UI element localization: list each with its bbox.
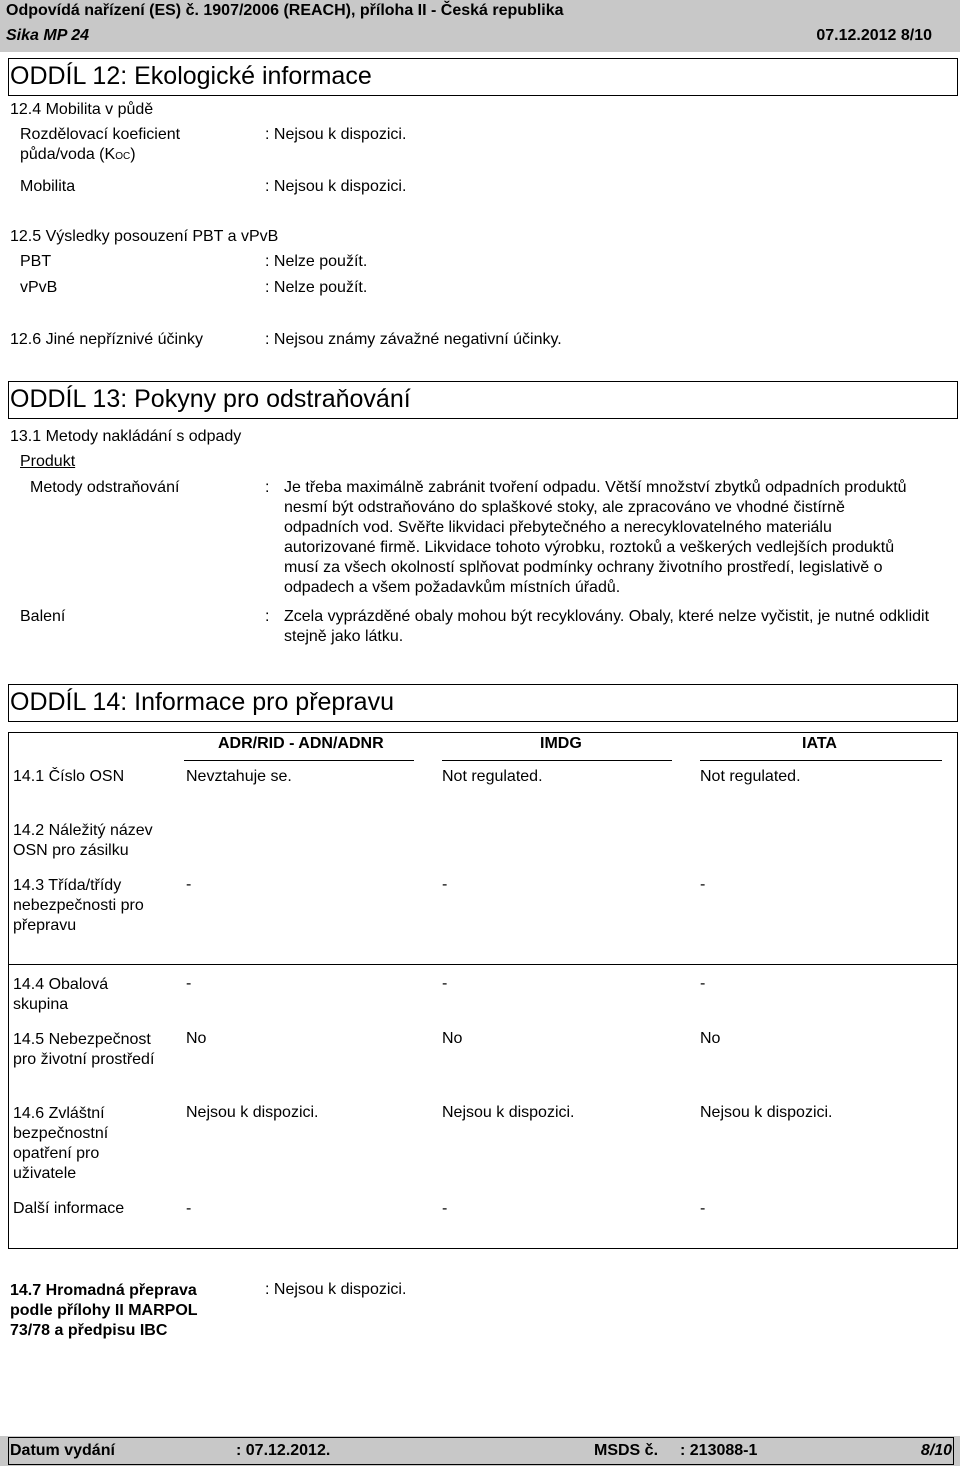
section-13-title: ODDÍL 13: Pokyny pro odstraňování [10, 385, 411, 413]
vpvb-value: : Nelze použít. [265, 279, 368, 296]
disposal-methods-text: Je třeba maximálně zabránit tvoření odpadu. Větší množství zbytků odpadních produktů nesmí být odstraňováno do splaškové stoky, ale zpracováno ve vhodné čistírně odpadních vod. Svěřte likvidaci přebytečného a nerecyklovatelného materiálu autorizované firmě. Likvidace tohoto výrobku, roztoků a veškerých vedlejších produktů musí za všech okolností splňovat podmínky ochrany životního prostředí, legislativě o odpadech a všem požadavkům místních úřadů. [284, 479, 907, 596]
row-14-1-adr: Nevztahuje se. [186, 768, 292, 785]
koc-value: : Nejsou k dispozici. [265, 126, 407, 143]
row-14-3-label: 14.3 Třída/třídy nebezpečnosti pro přepravu [13, 877, 144, 934]
subsection-14-7-value: : Nejsou k dispozici. [265, 1281, 407, 1298]
row-14-4-imdg: - [442, 975, 448, 992]
col-header-iata: IATA [802, 735, 837, 752]
section-14-title: ODDÍL 14: Informace pro přepravu [10, 688, 394, 716]
footer-top-line [8, 1437, 954, 1438]
koc-label-text: půda/voda (K [20, 146, 116, 163]
row-further-info-label: Další informace [13, 1200, 125, 1217]
product-heading [20, 453, 75, 471]
subsection-12-4: 12.4 Mobilita v půdě [10, 101, 154, 118]
subsection-14-7-label: 14.7 Hromadná přeprava podle přílohy II MARPOL 73/78 a předpisu IBC [10, 1282, 198, 1339]
row-14-4-adr: - [186, 975, 192, 992]
row-14-5-iata: No [700, 1030, 721, 1047]
row-14-6-adr: Nejsou k dispozici. [186, 1104, 319, 1121]
subsection-12-6-value: : Nejsou známy závažné negativní účinky. [265, 331, 562, 348]
mobility-label: Mobilita [20, 178, 76, 195]
row-14-4-iata: - [700, 975, 706, 992]
row-14-3-imdg: - [442, 876, 448, 893]
koc-label-sub: OC [115, 151, 131, 162]
packaging-label: Balení [20, 608, 66, 625]
row-divider [8, 964, 958, 965]
disposal-methods-colon: : [265, 479, 270, 496]
footer-msds-value: : 213088-1 [680, 1442, 758, 1459]
koc-label-close: ) [130, 146, 136, 163]
row-14-6-label: 14.6 Zvláštní bezpečnostní opatření pro uživatele [13, 1105, 109, 1182]
row-14-6-imdg: Nejsou k dispozici. [442, 1104, 575, 1121]
row-14-5-imdg: No [442, 1030, 463, 1047]
mobility-value: : Nejsou k dispozici. [265, 178, 407, 195]
col-header-adr: ADR/RID - ADN/ADNR [218, 735, 384, 752]
row-14-3-iata: - [700, 876, 706, 893]
row-14-5-adr: No [186, 1030, 207, 1047]
row-14-4-label: 14.4 Obalová skupina [13, 976, 109, 1013]
disposal-methods-label: Metody odstraňování [30, 479, 180, 496]
subsection-12-6: 12.6 Jiné nepříznivé účinky [10, 331, 203, 348]
subsection-12-5: 12.5 Výsledky posouzení PBT a vPvB [10, 228, 279, 245]
col-header-imdg: IMDG [540, 735, 582, 752]
pbt-label: PBT [20, 253, 52, 270]
footer-page: 8/10 [920, 1442, 952, 1459]
row-14-1-label: 14.1 Číslo OSN [13, 768, 125, 785]
row-14-1-imdg: Not regulated. [442, 768, 543, 785]
section-12-title: ODDÍL 12: Ekologické informace [10, 62, 372, 90]
row-14-1-iata: Not regulated. [700, 768, 801, 785]
table-header-underline-iata [700, 760, 942, 761]
table-header-underline-imdg [442, 760, 672, 761]
subsection-13-1: 13.1 Metody nakládání s odpady [10, 428, 242, 445]
footer-bar [0, 1436, 960, 1466]
footer-right-line [953, 1437, 954, 1465]
regulation-text: Odpovídá nařízení (ES) č. 1907/2006 (REACH), příloha II - Česká republika [6, 2, 564, 19]
packaging-text: Zcela vyprázděné obaly mohou být recyklovány. Obaly, které nelze vyčistit, je nutné odklidit stejně jako látku. [284, 608, 930, 645]
koc-label-line1: Rozdělovací koeficient [20, 126, 181, 143]
row-further-info-iata: - [700, 1200, 706, 1217]
packaging-colon: : [265, 608, 270, 625]
footer-bottom-line [8, 1464, 954, 1465]
row-14-2-label: 14.2 Náležitý název OSN pro zásilku [13, 822, 153, 859]
footer-issue-value: : 07.12.2012. [236, 1442, 331, 1459]
row-14-5-label: 14.5 Nebezpečnost pro životní prostředí [13, 1031, 155, 1068]
koc-label-line2 [20, 146, 136, 164]
product-name: Sika MP 24 [6, 27, 90, 44]
vpvb-label: vPvB [20, 279, 58, 296]
pbt-value: : Nelze použít. [265, 253, 368, 270]
product-heading-text: Produkt [20, 453, 76, 470]
row-further-info-imdg: - [442, 1200, 448, 1217]
footer-msds-label: MSDS č. [594, 1442, 659, 1459]
row-14-6-iata: Nejsou k dispozici. [700, 1104, 833, 1121]
transport-table [8, 732, 958, 1249]
header-date-page: 07.12.2012 8/10 [816, 27, 932, 44]
table-header-underline-adr [184, 760, 414, 761]
row-14-3-adr: - [186, 876, 192, 893]
footer-left-line [8, 1437, 9, 1465]
footer-issue-label: Datum vydání [10, 1442, 115, 1459]
row-further-info-adr: - [186, 1200, 192, 1217]
